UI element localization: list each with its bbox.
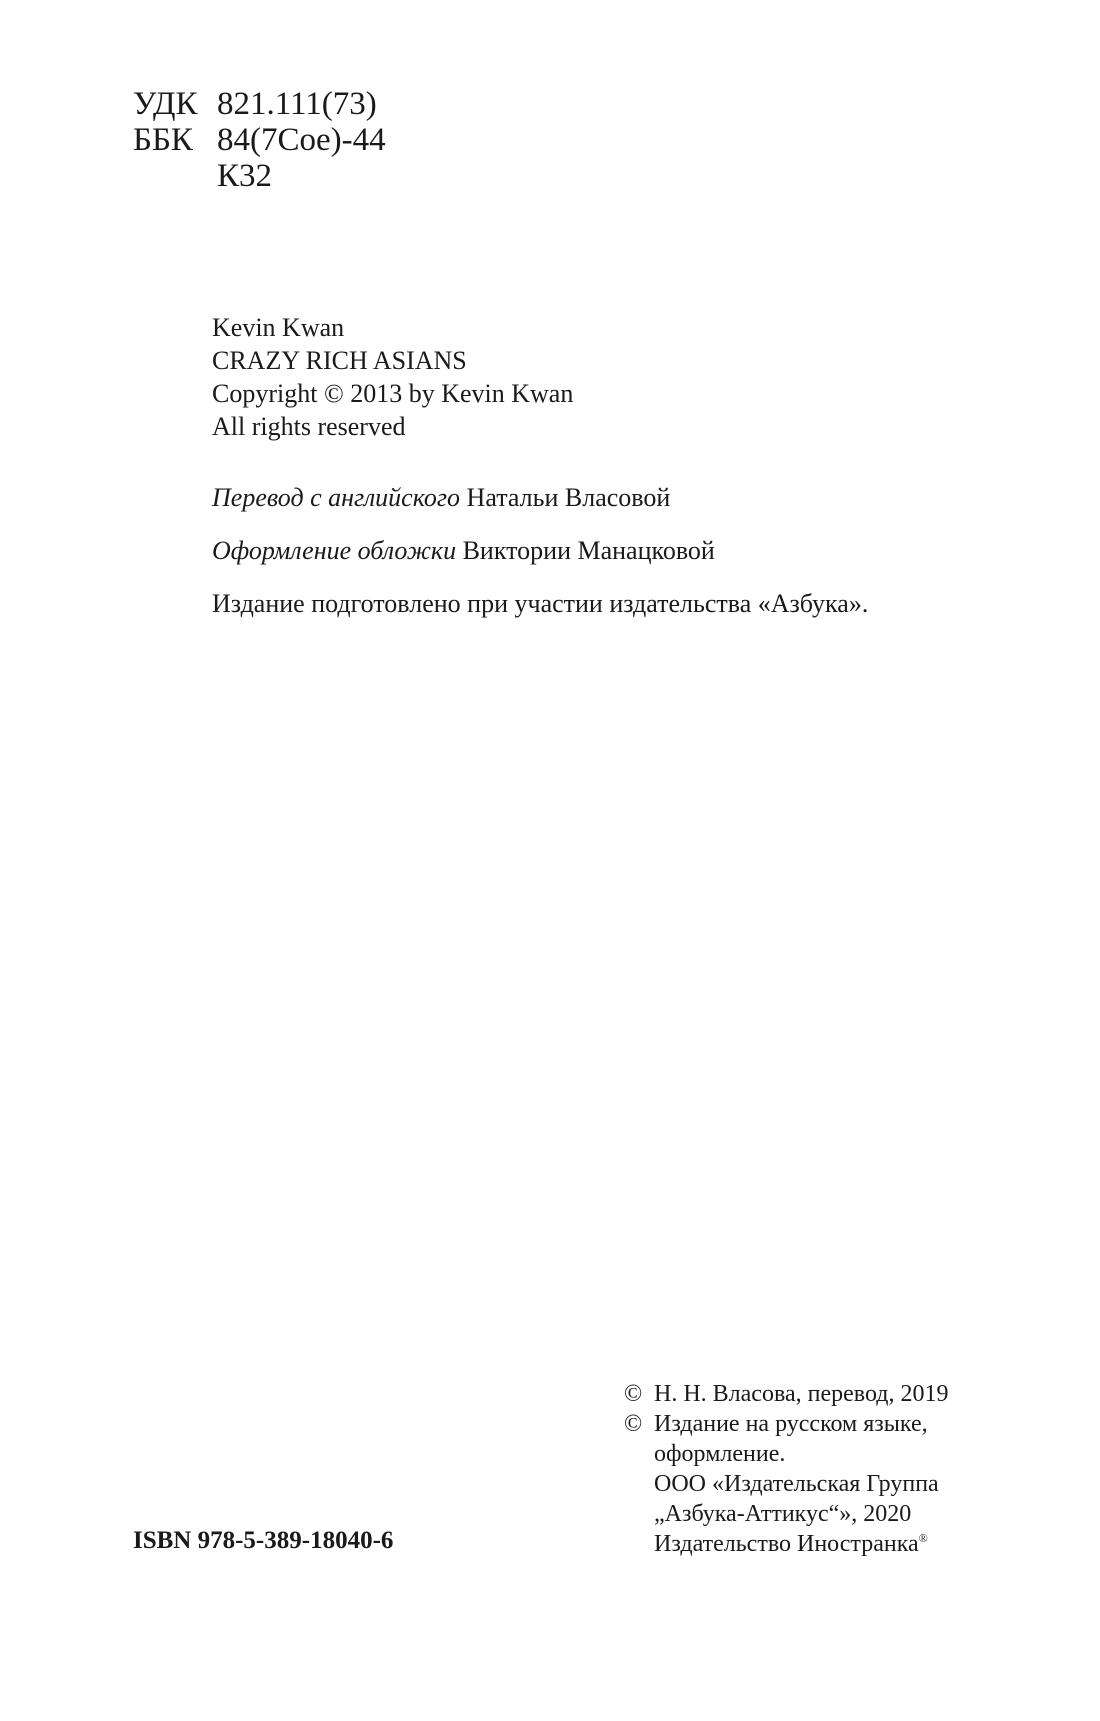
notice-publisher [624, 1529, 948, 1559]
copyright-symbol: © [624, 1411, 643, 1437]
original-edition-block [212, 311, 573, 443]
bbk-value: 84(7Coe)-44 [217, 122, 386, 158]
notice-translation [624, 1379, 948, 1409]
udk-row [133, 86, 386, 122]
notice-edition-line4: ООО «Издательская Группа [654, 1471, 939, 1497]
original-author: Kevin Kwan [212, 313, 345, 342]
translation-label: Перевод с английского [212, 483, 461, 512]
original-copyright: Copyright © 2013 by Kevin Kwan [212, 379, 574, 408]
original-title: CRAZY RICH ASIANS [212, 346, 467, 375]
original-rights: All rights reserved [212, 412, 406, 441]
notice-edition-line5: „Азбука-Аттикус“», 2020 [654, 1501, 912, 1527]
translation-credit [212, 482, 670, 514]
author-mark-value: К32 [217, 158, 273, 194]
notice-translation-text: Н. Н. Власова, перевод, 2019 [654, 1381, 949, 1407]
notice-edition-line3: оформление. [654, 1441, 786, 1467]
cover-name: Виктории Манацковой [462, 536, 715, 565]
publisher-note: Издание подготовлено при участии издательства «Азбука». [212, 589, 869, 618]
udk-label: УДК [133, 86, 198, 122]
author-mark-row [133, 158, 386, 194]
isbn: ISBN 978-5-389-18040-6 [133, 1527, 394, 1554]
registered-mark: ® [918, 1531, 928, 1545]
notice-publisher-text: Издательство Иностранка [654, 1531, 919, 1557]
classification-block [133, 86, 386, 194]
translation-name: Натальи Власовой [466, 483, 671, 512]
copyright-notices [624, 1379, 948, 1559]
cover-credit [212, 535, 715, 567]
author-mark-label [133, 158, 217, 194]
bbk-row [133, 122, 386, 158]
udk-value: 821.111(73) [217, 86, 377, 122]
bbk-label: ББК [133, 122, 193, 158]
notice-edition-text: Издание на русском языке, [654, 1411, 928, 1437]
cover-label: Оформление обложки [212, 536, 457, 565]
copyright-symbol: © [624, 1381, 643, 1407]
notice-edition [624, 1409, 948, 1439]
